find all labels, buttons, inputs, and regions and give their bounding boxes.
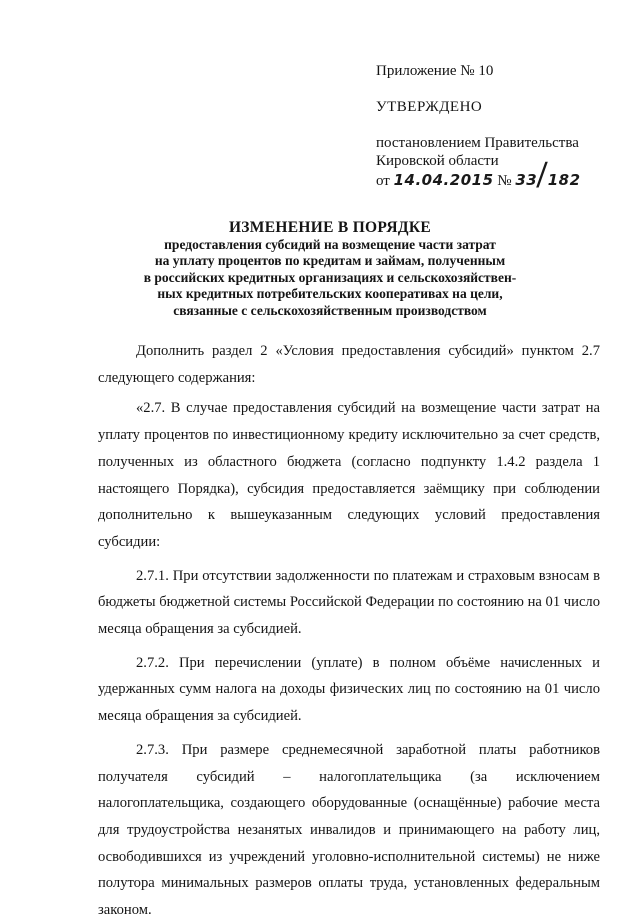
- handwritten-slash: /: [538, 158, 547, 193]
- paragraph-2-7-3: 2.7.3. При размере среднемесячной заработной платы работников получателя субсидий – налогоплательщика (за исключением налогоплательщика, создающего оборудованные (оснащённые) рабочие места для трудоустройства незанятых инвалидов и принимающего на работу лиц, освободившихся из учреждений уголовно-исполнительной системы) не ниже полутора минимальных размеров оплаты труда, установленных федеральным законом.: [98, 741, 600, 919]
- approved-label: УТВЕРЖДЕНО: [376, 99, 483, 115]
- paragraph-2-7-2: 2.7.2. При перечислении (уплате) в полном объёме начисленных и удержанных сумм налога на доходы физических лиц по состоянию на 01 число месяца обращения за субсидией.: [98, 654, 600, 725]
- appendix-label: Приложение № 10: [376, 63, 494, 79]
- document-title: [60, 218, 600, 319]
- decree-line-2: Кировской области: [376, 153, 499, 169]
- title-line-5: связанные с сельскохозяйственным производством: [173, 302, 487, 318]
- number-prefix: №: [497, 173, 512, 189]
- handwritten-number-part1: 33: [515, 171, 538, 189]
- document-body: [98, 338, 600, 924]
- title-line-3: в российских кредитных организациях и сельскохозяйствен-: [143, 269, 517, 285]
- intro-paragraph: Дополнить раздел 2 «Условия предоставления субсидий» пунктом 2.7 следующего содержания:: [98, 343, 600, 386]
- decree-line-1: постановлением Правительства: [376, 135, 579, 151]
- title-line-4: ных кредитных потребительских кооперативах на цели,: [157, 286, 503, 302]
- paragraph-2-7-1: 2.7.1. При отсутствии задолженности по платежам и страховым взносам в бюджеты бюджетной системы Российской Федерации по состоянию на 01 число месяца обращения за субсидией.: [98, 567, 600, 638]
- handwritten-date: 14.04.2015: [393, 171, 494, 189]
- title-heading: ИЗМЕНЕНИЕ В ПОРЯДКЕ: [228, 219, 432, 236]
- title-line-2: на уплату процентов по кредитам и займам, полученным: [154, 253, 506, 269]
- date-prefix: от: [376, 173, 390, 189]
- handwritten-number-part2: 182: [547, 171, 581, 189]
- approval-stamp-block: [376, 62, 616, 193]
- title-line-1: предоставления субсидий на возмещение части затрат: [164, 237, 496, 252]
- paragraph-2-7: «2.7. В случае предоставления субсидий на возмещение части затрат на уплату процентов по инвестиционному кредиту исключительно за счет средств, полученных из областного бюджета (согласно подпункту 1.4.2 раздела 1 настоящего Порядка), субсидия предоставляется заёмщику при соблюдении дополнительно к вышеуказанным следующих условий предоставления субсидии:: [98, 400, 600, 550]
